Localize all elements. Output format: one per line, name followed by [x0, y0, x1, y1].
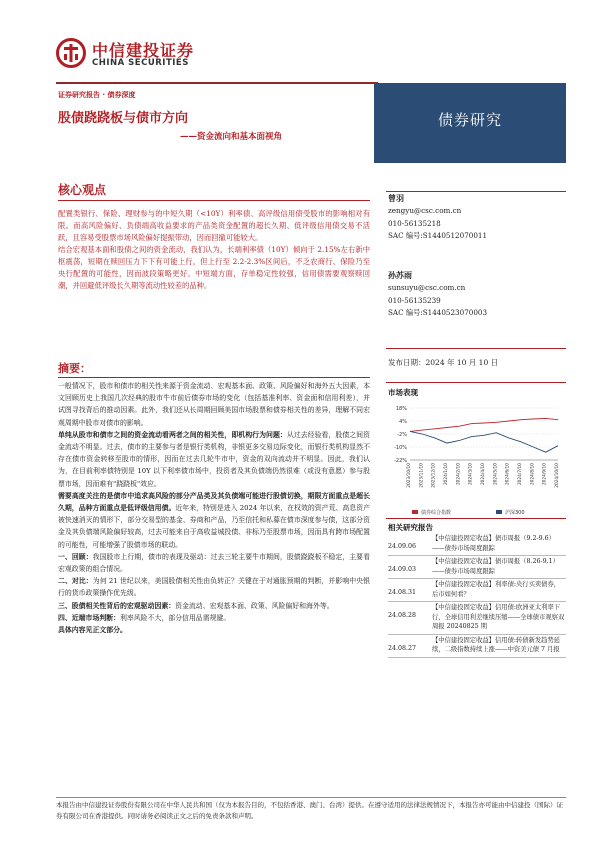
- legend-label: 债券综合指数: [421, 510, 452, 516]
- core-view-heading: 核心观点: [58, 183, 107, 197]
- legend-label: 沪深300: [505, 510, 525, 516]
- abstract-item: [58, 551, 370, 575]
- header-rule: [56, 82, 378, 84]
- chart-y-tick-label: 18%: [395, 406, 407, 412]
- chart-y-tick-label: -2%: [397, 432, 407, 438]
- logo-text-cn: 中信建投证券: [92, 41, 195, 60]
- market-chart-title: 市场表现: [388, 388, 418, 397]
- related-report-date: 24.08.28: [388, 612, 417, 619]
- publish-date-label: 发布日期：: [388, 358, 426, 367]
- analyst-name: 曾羽: [388, 194, 404, 203]
- related-report-title[interactable]: 【中信建投固定收益】信用债:欧洲亚太利率下行，全球信用利差继续压缩——全球债市观察双周报 20240825 期: [432, 604, 565, 630]
- related-report-title[interactable]: 【中信建投固定收益】债市周报（9.2-9.6）——债券市场周度跟踪: [432, 535, 555, 552]
- company-logo: [56, 38, 206, 72]
- abstract-item-label: 具体内容见正文部分。: [58, 626, 127, 635]
- report-subtitle: ——资金流向和基本面视角: [180, 132, 283, 142]
- abstract-item-text: 利率风险不大，部分信用品需规避。: [120, 613, 231, 622]
- related-report-date: 24.09.06: [388, 543, 417, 550]
- related-rule: [386, 518, 566, 519]
- analyst-email[interactable]: sunsuyu@csc.com.cn: [388, 283, 466, 293]
- chart-rule: [386, 382, 566, 383]
- chart-x-tick-label: 2023/11/10: [419, 463, 425, 488]
- analyst-name: 孙苏雨: [388, 271, 412, 280]
- related-report-item[interactable]: [388, 533, 566, 556]
- logo-text-en: CHINA SECURITIES: [92, 58, 189, 68]
- core-paragraph: 配置类银行、保险、理财参与的中短久期（<10Y）利率债、高评级信用债受股市的影响相对有限。而高风险偏好、负债端高收益要求的产品类资金配置的超长久期、低评级信用债交易不活跃，且容易受股票市场风险偏好提振带动，因而回撤可能较大。: [58, 209, 370, 242]
- company-logo-icon: [56, 38, 86, 68]
- abstract-item-label: 一、回顾：: [58, 552, 93, 561]
- analyst-card: [388, 193, 487, 242]
- legend-swatch: [412, 510, 418, 514]
- report-type: 证券研究报告 · 债券深度: [58, 91, 136, 99]
- related-report-title[interactable]: 【中信建投固定收益】信用债:转债新发趋势延续，二级指数持续上涨——中资美元债 7 月报: [432, 636, 561, 653]
- analyst-sac: SAC 编号:S1440523070003: [388, 307, 488, 317]
- chart-y-tick-label: -22%: [394, 458, 407, 464]
- related-report-item[interactable]: [388, 602, 566, 635]
- chart-x-tick-label: 2024/4/10: [481, 463, 486, 486]
- analyst-email[interactable]: zengyu@csc.com.cn: [388, 206, 462, 216]
- category-banner: [374, 83, 566, 163]
- abstract-text: 近年来，特别是进入 2024 年以来，在权效的资产荒、高息资产被快速消灭的情形下，部分交易型的基金、券商和产品，乃至信托和私募在债市深度参与债，这部分资金及其负债端风险偏好较高，过去可能来自于高收益城投债、非标乃至股票市场，因而具有跨市场配置的可能性，可能增强了股债市场的联动。: [58, 504, 370, 549]
- abstract-paragraph: [58, 429, 370, 490]
- abstract-body: [58, 380, 370, 636]
- chart-x-tick-label: 2023/10/10: [407, 463, 412, 488]
- date-rule: [386, 348, 566, 349]
- related-report-item[interactable]: [388, 635, 566, 658]
- market-performance-chart: [386, 398, 566, 520]
- analyst-sac: SAC 编号:S1440512070011: [388, 230, 488, 240]
- analyst-card: [388, 270, 487, 319]
- abstract-item: [58, 624, 370, 636]
- abstract-item-label: 四、近端市场判断：: [58, 613, 121, 622]
- related-report-title[interactable]: 【中信建投固定收益】债市周报（8.26-9.1）——债券市场周度跟踪: [432, 558, 559, 575]
- legend-swatch: [496, 510, 502, 514]
- publish-date-value: 2024 年 10 月 10 日: [425, 358, 499, 367]
- analyst-phone: 010-56135239: [388, 295, 441, 305]
- analyst-rule: [386, 191, 566, 192]
- chart-x-tick-label: 2024/2/10: [456, 463, 462, 486]
- related-report-item[interactable]: [388, 579, 566, 602]
- chart-x-tick-label: 2024/9/10: [542, 463, 548, 486]
- chart-x-tick-label: 2023/12/10: [431, 463, 437, 488]
- chart-x-tick-label: 2024/8/10: [530, 463, 536, 486]
- abstract-text: 从过去经验看，股债之间资金流动不明显。过去，债市的主要参与者是银行类机构，非银更多交易边际变化，而银行类机构显然不存在债市资金转移至股市的情形，因而在过去几轮牛市中，资金的双向流动并不明显。因此，我们认为，在目前利率债特别是 10Y 以下利率债市场中，投资者及其负债端仍然很难（或没有意愿）参与股票市场，因而难有"跷跷板"效应。: [58, 430, 371, 488]
- abstract-heading: 摘要：: [58, 362, 91, 375]
- abstract-item-label: 二、对比：: [58, 577, 93, 586]
- abstract-bold-lead: 需要高度关注的是债市中追求高风险的部分产品类及其负债端可能进行股债切换，期限方面重点是超长久期，品种方面重点是低评级信用债。: [58, 491, 370, 513]
- related-report-item[interactable]: [388, 556, 566, 579]
- disclaimer-footer: 本报告由中信建投证券股份有限公司在中华人民共和国（仅为本报告目的，不包括香港、澳门、台湾）提供。在遵守适用的法律法规情况下，本报告亦可能由中信建投（国际）证券有限公司在香港提供。同时请务必阅读正文之后的免责条款和声明。: [56, 801, 563, 820]
- abstract-paragraph: [58, 490, 370, 551]
- related-report-date: 24.08.27: [388, 644, 417, 652]
- abstract-rule: [58, 377, 370, 378]
- core-view-body: [58, 208, 370, 292]
- chart-y-tick-label: -10%: [394, 445, 407, 451]
- abstract-item: [58, 575, 370, 599]
- abstract-item-text: 为何 21 世纪以来，美国股债相关性由负转正？关键在于对通胀预期的判断，并影响中央银行的货币政策操作优先级。: [58, 577, 370, 598]
- abstract-item-label: 三、股债相关性背后的宏观驱动因素：: [58, 601, 176, 610]
- abstract-item-text: 我国股市上行期，债市的表现及驱动：过去三轮主要牛市期间，股债跷跷板不稳定，主要看宏观政策的组合情况。: [58, 552, 370, 574]
- related-report-title[interactable]: 【中信建投固定收益】利率债:央行买卖债券，后市如何看？: [432, 581, 561, 598]
- publish-date: [388, 357, 498, 368]
- related-report-date: 24.09.03: [388, 566, 417, 573]
- chart-x-tick-label: 2024/5/10: [493, 463, 499, 486]
- chart-x-tick-label: 2024/6/10: [505, 463, 511, 486]
- chart-x-tick-label: 2024/1/10: [444, 463, 449, 486]
- report-title: 股债跷跷板与债市方向: [58, 111, 189, 126]
- bond-index-line: [410, 418, 558, 431]
- abstract-item: [58, 600, 370, 612]
- related-report-date: 24.08.31: [388, 589, 417, 596]
- chart-x-tick-label: 2024/3/10: [468, 463, 474, 486]
- category-banner-label: 债券研究: [437, 111, 502, 129]
- related-reports-list: [388, 533, 566, 658]
- chart-y-tick-label: 4%: [399, 419, 407, 425]
- abstract-item-text: 资金流动、宏观基本面、政策、风险偏好和海外等。: [175, 601, 334, 610]
- chart-x-tick-label: 2024/7/10: [518, 463, 523, 486]
- analyst-phone: 010-56135218: [388, 218, 441, 228]
- core-view-rule: [58, 200, 370, 201]
- abstract-paragraph: 一般情况下，股市和债市的相关性来源于资金流动、宏观基本面、政策、风险偏好和海外五大因素，本文回顾历史上我国几次经典的股市牛市前后债券市场的变化（包括基准利率、资金面和信用利差），并试图寻找背后的推动因素。此外，我们还从长周期回顾美国市场股票和债券相关性的差异，理解不同宏观周期中股市对债市的影响。: [58, 382, 370, 427]
- core-paragraph: 结合宏观基本面和股债之间的资金流动，我们认为，长端利率债（10Y）倾向于 2.15%左右新中枢震荡，短期在赎回压力下下有可能上行，但上行至 2.2-2.3%区间后，不乏农商行、保险乃至央行配置的可能性，因而波段策略更好。中短端方面，存单稳定性较强，信用债需要观察赎回潮，并回避低评级长久期等流动性较差的品种。: [58, 245, 370, 290]
- related-reports-heading: 相关研究报告: [388, 523, 433, 532]
- csi300-line: [410, 431, 558, 452]
- abstract-bold-lead: 单纯从股市和债市之间的资金流动看两者之间的相关性，即机构行为问题：: [58, 430, 287, 439]
- footer-rule: [56, 797, 566, 798]
- abstract-item: [58, 612, 370, 624]
- chart-x-tick-label: 2024/10/10: [555, 463, 560, 488]
